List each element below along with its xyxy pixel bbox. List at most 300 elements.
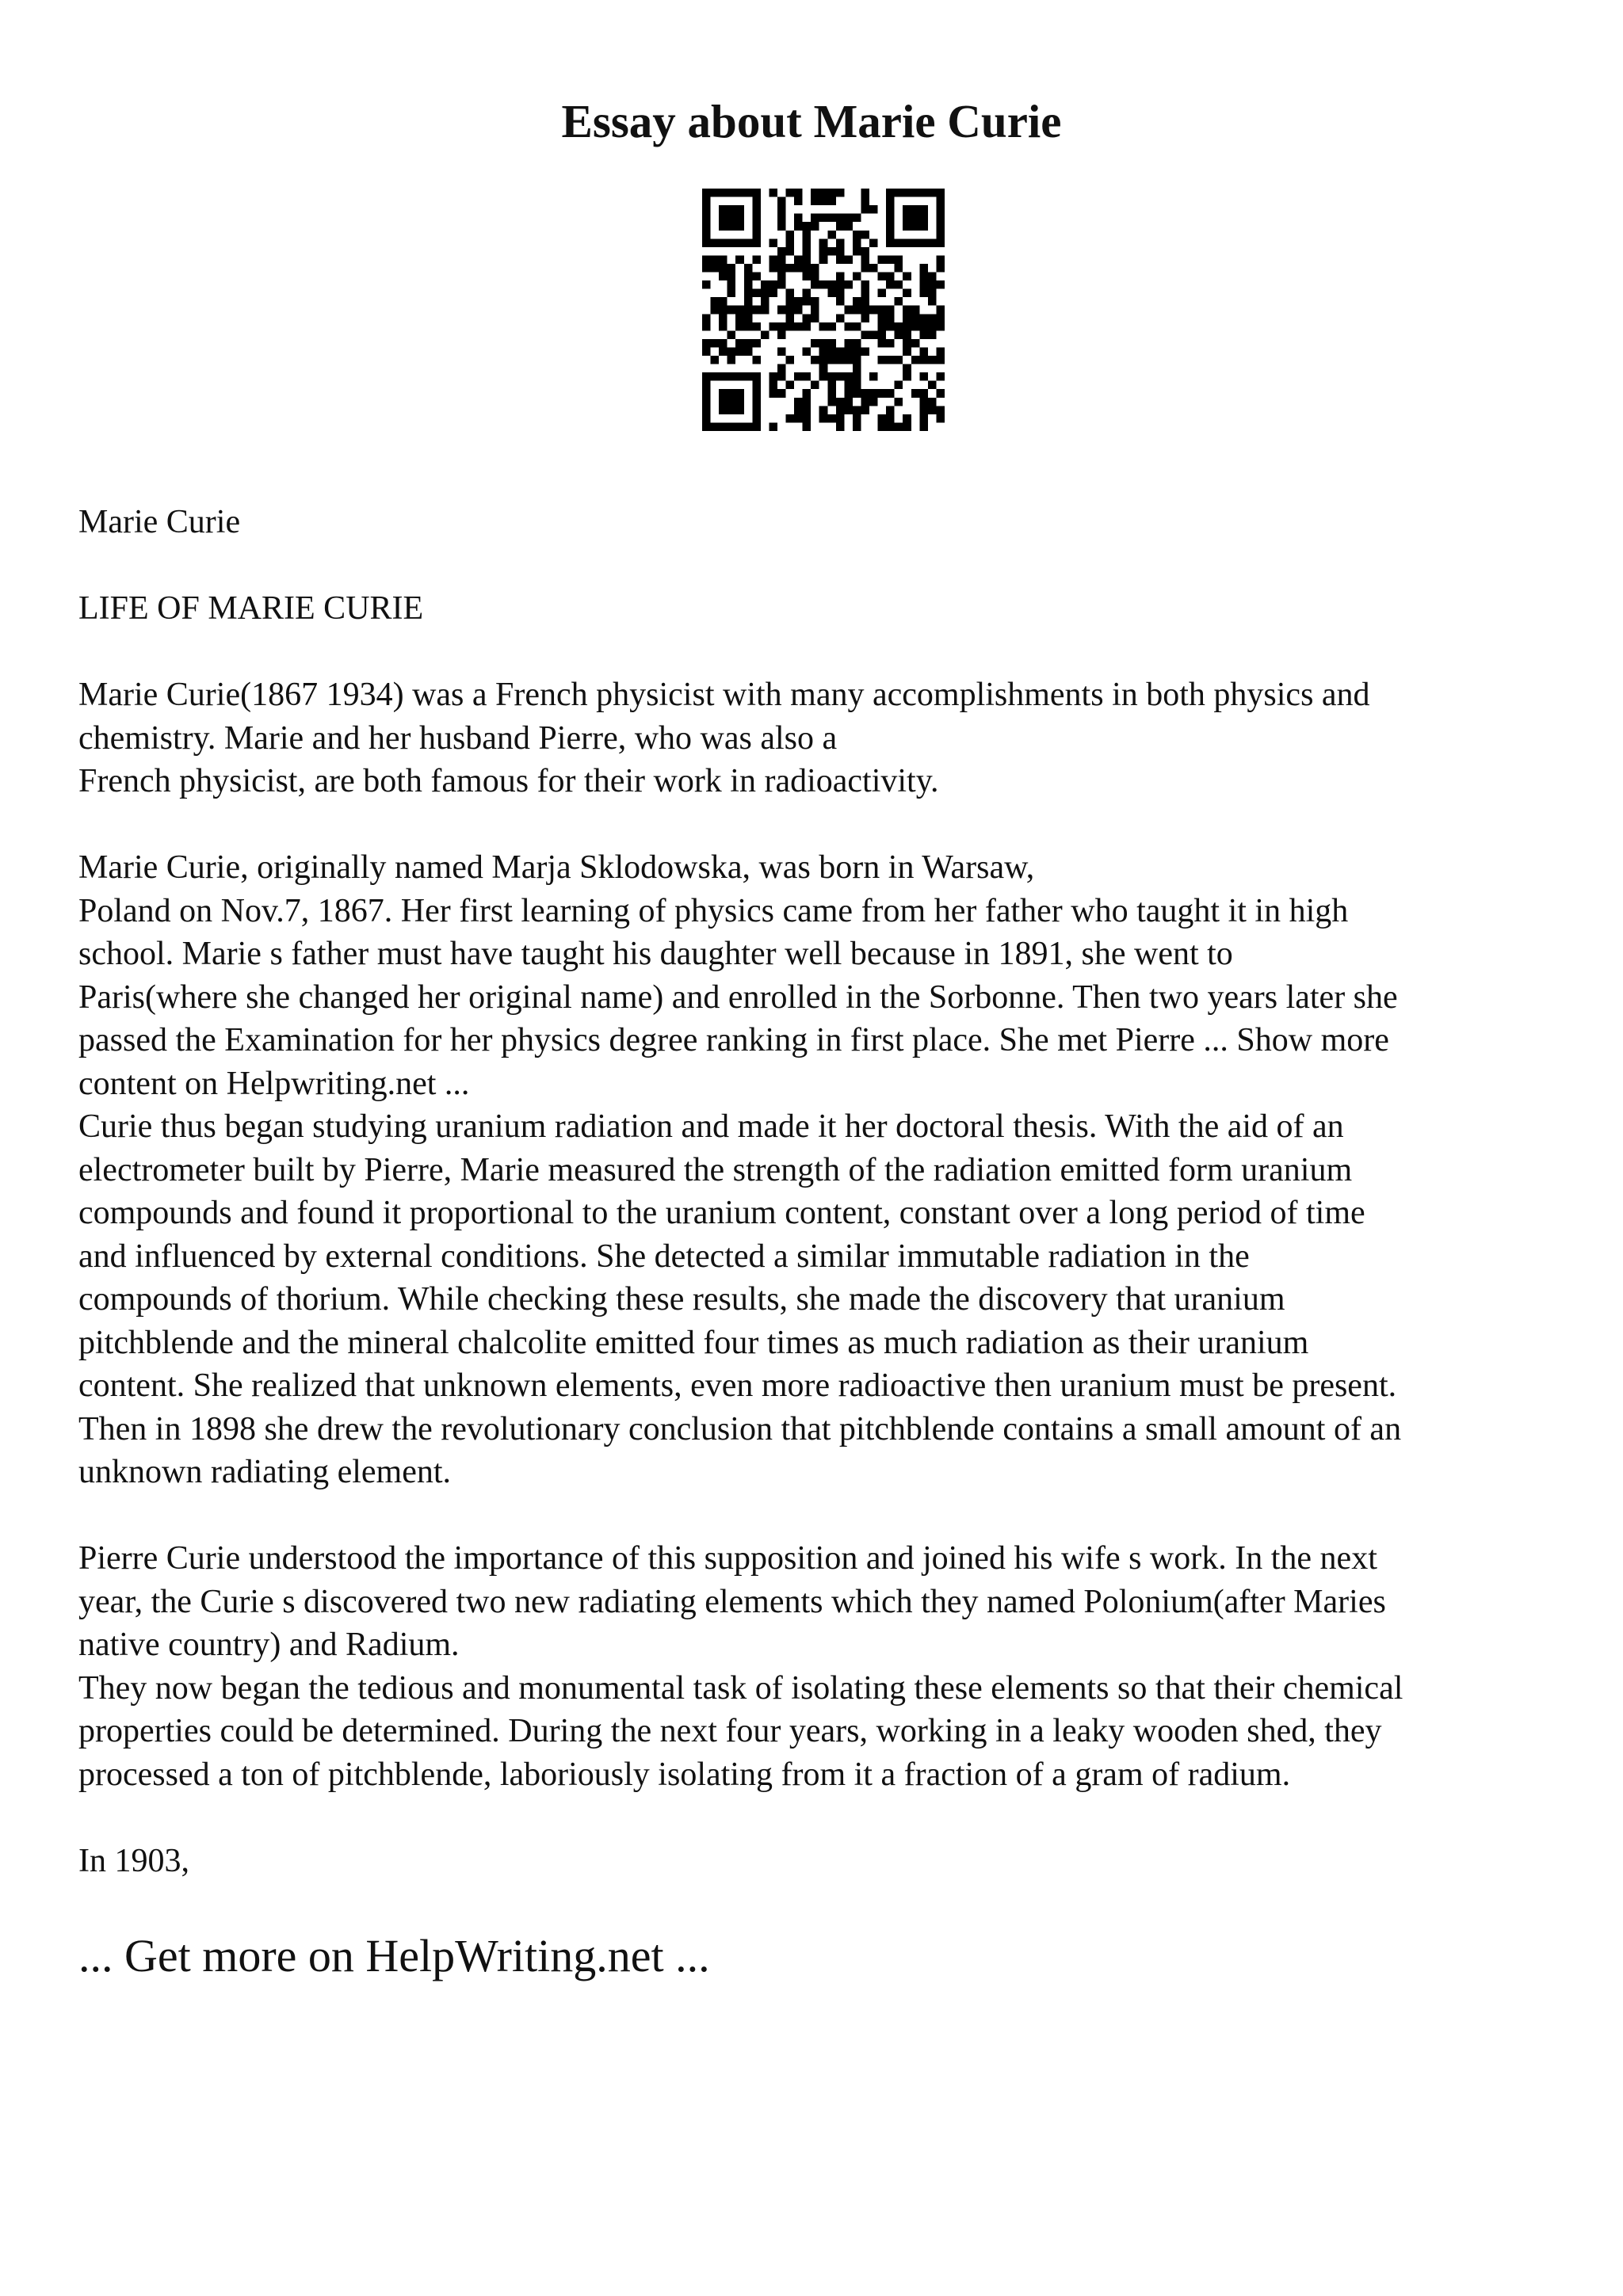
qr-module (827, 356, 836, 364)
qr-module (936, 238, 945, 247)
qr-module (719, 372, 727, 381)
qr-module (836, 347, 845, 356)
qr-module (878, 289, 887, 298)
qr-module (819, 247, 828, 256)
qr-module (886, 255, 895, 264)
qr-module (777, 364, 786, 373)
qr-module (702, 280, 711, 289)
qr-module (803, 238, 812, 247)
paragraph-gap (78, 631, 1568, 674)
qr-module (861, 398, 869, 406)
qr-module (786, 247, 795, 256)
qr-module (719, 255, 727, 264)
qr-module (836, 314, 845, 322)
qr-module (803, 273, 812, 281)
qr-module (886, 197, 895, 206)
qr-module (777, 372, 786, 381)
text-line: French physicist, are both famous for their work in radioactivity. (78, 763, 939, 799)
qr-module (861, 347, 869, 356)
qr-module (727, 289, 736, 298)
qr-module (886, 406, 895, 414)
qr-module (919, 280, 928, 289)
qr-module (769, 238, 777, 247)
qr-module (777, 306, 786, 315)
text-line: Then in 1898 she drew the revolutionary conclusion that pitchblende contains a small amount of an (78, 1410, 1402, 1447)
qr-module (803, 422, 812, 431)
text-line: passed the Examination for her physics degree ranking in first place. She met Pierre ... Show more (78, 1022, 1389, 1058)
qr-module (919, 322, 928, 331)
qr-module (886, 339, 895, 348)
qr-module (711, 238, 720, 247)
qr-module (903, 222, 911, 231)
qr-module (794, 222, 803, 231)
qr-module (836, 247, 845, 256)
qr-module (844, 381, 853, 390)
qr-module (769, 389, 777, 398)
qr-module (752, 255, 761, 264)
text-line: and influenced by external conditions. She detected a similar immutable radiation in the (78, 1238, 1250, 1275)
qr-module (853, 389, 861, 398)
qr-module (836, 189, 845, 197)
qr-module (878, 273, 887, 281)
qr-module (727, 214, 736, 223)
qr-module (761, 289, 769, 298)
qr-module (761, 297, 769, 306)
qr-module (869, 330, 878, 339)
qr-module (702, 372, 711, 381)
qr-module (878, 414, 887, 423)
qr-module (911, 306, 920, 315)
qr-module (719, 347, 727, 356)
qr-module (735, 339, 744, 348)
qr-module (735, 389, 744, 398)
qr-module (911, 314, 920, 322)
qr-module (794, 322, 803, 331)
qr-module (836, 255, 845, 264)
qr-module (727, 238, 736, 247)
qr-module (752, 414, 761, 423)
qr-module (919, 422, 928, 431)
qr-module (811, 264, 819, 273)
qr-module (803, 222, 812, 231)
qr-module (836, 422, 845, 431)
qr-module (702, 314, 711, 322)
qr-module (886, 280, 895, 289)
text-line: year, the Curie s discovered two new radiating elements which they named Polonium(after Maries (78, 1583, 1386, 1620)
qr-module (819, 280, 828, 289)
qr-module (928, 356, 937, 364)
qr-module (853, 306, 861, 315)
qr-module (803, 414, 812, 423)
qr-module (819, 189, 828, 197)
text-line: school. Marie s father must have taught his daughter well because in 1891, she went to (78, 936, 1233, 972)
qr-module (895, 422, 903, 431)
qr-module (919, 372, 928, 381)
essay-body (78, 501, 1568, 1882)
qr-module (878, 314, 887, 322)
qr-module (844, 322, 853, 331)
qr-module (752, 306, 761, 315)
qr-module (819, 364, 828, 373)
qr-module (861, 205, 869, 214)
paragraph-gap (78, 544, 1568, 588)
qr-module (919, 273, 928, 281)
qr-module (895, 189, 903, 197)
qr-module (752, 372, 761, 381)
qr-module (786, 231, 795, 239)
qr-module (936, 306, 945, 315)
qr-module (744, 289, 753, 298)
qr-module (903, 289, 911, 298)
qr-module (735, 205, 744, 214)
qr-module (878, 322, 887, 331)
qr-module (919, 314, 928, 322)
qr-module (735, 372, 744, 381)
text-line: native country) and Radium. (78, 1627, 460, 1663)
text-line: compounds of thorium. While checking these results, she made the discovery that uranium (78, 1281, 1285, 1318)
qr-module (819, 372, 828, 381)
qr-module (744, 372, 753, 381)
qr-module (761, 280, 769, 289)
qr-module (936, 372, 945, 381)
text-line: content on Helpwriting.net ... (78, 1065, 470, 1102)
qr-module (861, 255, 869, 264)
qr-module (727, 356, 736, 364)
qr-module (777, 214, 786, 223)
qr-module (861, 330, 869, 339)
qr-module (744, 273, 753, 281)
qr-module (878, 356, 887, 364)
qr-module (794, 214, 803, 223)
qr-module (895, 381, 903, 390)
qr-module (735, 255, 744, 264)
qr-module (844, 406, 853, 414)
qr-module (919, 406, 928, 414)
text-line: pitchblende and the mineral chalcolite emitted four times as much radiation as their uranium (78, 1324, 1309, 1361)
qr-module (886, 238, 895, 247)
qr-module (752, 398, 761, 406)
qr-module (861, 306, 869, 315)
qr-module (853, 297, 861, 306)
qr-module (819, 255, 828, 264)
qr-module (794, 189, 803, 197)
qr-module (853, 381, 861, 390)
qr-module (861, 297, 869, 306)
qr-module (936, 189, 945, 197)
qr-module (903, 330, 911, 339)
qr-module (735, 406, 744, 414)
qr-module (919, 347, 928, 356)
qr-module (936, 231, 945, 239)
qr-module (895, 255, 903, 264)
qr-module (861, 231, 869, 239)
qr-module (735, 306, 744, 315)
qr-module (911, 214, 920, 223)
qr-module (919, 205, 928, 214)
qr-module (811, 314, 819, 322)
qr-module (769, 381, 777, 390)
qr-module (702, 322, 711, 331)
qr-module (719, 339, 727, 348)
qr-module (836, 372, 845, 381)
qr-module (769, 189, 777, 197)
qr-module (919, 389, 928, 398)
qr-module (744, 422, 753, 431)
qr-module (928, 314, 937, 322)
qr-module (861, 406, 869, 414)
qr-module (819, 238, 828, 247)
qr-module (928, 398, 937, 406)
qr-module (819, 347, 828, 356)
qr-module (886, 422, 895, 431)
text-line: chemistry. Marie and her husband Pierre, who was also a (78, 719, 838, 757)
qr-module (777, 247, 786, 256)
qr-module (819, 414, 828, 423)
qr-module (911, 189, 920, 197)
qr-module (727, 422, 736, 431)
qr-module (836, 222, 845, 231)
qr-module (903, 372, 911, 381)
qr-module (836, 356, 845, 364)
qr-module (702, 264, 711, 273)
qr-module (861, 314, 869, 322)
qr-module (836, 238, 845, 247)
qr-module (895, 264, 903, 273)
qr-module (794, 406, 803, 414)
qr-module (886, 189, 895, 197)
qr-module (752, 222, 761, 231)
qr-module (769, 255, 777, 264)
qr-module (861, 247, 869, 256)
qr-module (903, 414, 911, 423)
qr-module (936, 389, 945, 398)
qr-module (903, 422, 911, 431)
qr-module (853, 273, 861, 281)
qr-module (769, 280, 777, 289)
qr-module (727, 205, 736, 214)
qr-module (903, 205, 911, 214)
text-line: Marie Curie, originally named Marja Sklodowska, was born in Warsaw, (78, 849, 1035, 886)
qr-module (735, 214, 744, 223)
qr-module (836, 297, 845, 306)
qr-module (711, 339, 720, 348)
qr-module (811, 273, 819, 281)
qr-module (744, 189, 753, 197)
qr-module (702, 422, 711, 431)
qr-module (936, 414, 945, 423)
qr-module (727, 398, 736, 406)
qr-module (936, 356, 945, 364)
qr-module (769, 372, 777, 381)
qr-module (752, 422, 761, 431)
qr-module (752, 406, 761, 414)
text-line: LIFE OF MARIE CURIE (78, 590, 424, 627)
qr-module (702, 255, 711, 264)
qr-module (794, 372, 803, 381)
qr-module (811, 306, 819, 315)
qr-module (869, 389, 878, 398)
qr-module (911, 356, 920, 364)
qr-module (903, 347, 911, 356)
qr-module (919, 398, 928, 406)
qr-module (936, 314, 945, 322)
qr-module (827, 322, 836, 331)
qr-module (769, 422, 777, 431)
qr-module (811, 356, 819, 364)
qr-module (919, 189, 928, 197)
qr-module (794, 264, 803, 273)
document-title: Essay about Marie Curie (561, 95, 1062, 147)
qr-module (711, 189, 720, 197)
qr-module (777, 255, 786, 264)
qr-module (861, 197, 869, 206)
qr-module (769, 322, 777, 331)
qr-module (895, 322, 903, 331)
qr-module (936, 214, 945, 223)
qr-module (735, 422, 744, 431)
qr-module (811, 280, 819, 289)
qr-module (911, 389, 920, 398)
qr-module (895, 330, 903, 339)
qr-module (786, 297, 795, 306)
qr-module (702, 347, 711, 356)
qr-module (719, 389, 727, 398)
qr-module (719, 214, 727, 223)
qr-module (861, 389, 869, 398)
qr-module (711, 372, 720, 381)
qr-module (719, 406, 727, 414)
qr-module (752, 205, 761, 214)
qr-module (827, 280, 836, 289)
qr-module (702, 231, 711, 239)
paragraph-gap (78, 1494, 1568, 1538)
qr-module (702, 205, 711, 214)
qr-module (803, 372, 812, 381)
qr-module (752, 322, 761, 331)
qr-module (777, 264, 786, 273)
qr-module (844, 222, 853, 231)
qr-module (853, 356, 861, 364)
qr-module (878, 255, 887, 264)
qr-module (752, 356, 761, 364)
qr-module (811, 222, 819, 231)
text-line: Pierre Curie understood the importance of this supposition and joined his wife s work. In the next (78, 1540, 1377, 1577)
qr-module (744, 297, 753, 306)
text-line: properties could be determined. During the next four years, working in a leaky wooden shed, they (78, 1713, 1382, 1749)
qr-module (886, 414, 895, 423)
qr-module (853, 322, 861, 331)
qr-module (727, 273, 736, 281)
qr-module (844, 398, 853, 406)
qr-module (886, 389, 895, 398)
qr-module (886, 231, 895, 239)
qr-module (895, 398, 903, 406)
qr-module (886, 214, 895, 223)
qr-module (744, 322, 753, 331)
qr-module (719, 238, 727, 247)
qr-module (735, 189, 744, 197)
qr-module (928, 322, 937, 331)
qr-module (844, 389, 853, 398)
qr-module (827, 189, 836, 197)
qr-module (911, 339, 920, 348)
qr-module (903, 214, 911, 223)
qr-module (711, 264, 720, 273)
qr-module (819, 322, 828, 331)
qr-module (928, 189, 937, 197)
qr-module (836, 414, 845, 423)
qr-module (853, 422, 861, 431)
qr-module (727, 280, 736, 289)
qr-module (777, 205, 786, 214)
qr-module (735, 238, 744, 247)
qr-module (827, 389, 836, 398)
qr-module (761, 330, 769, 339)
qr-module (803, 314, 812, 322)
qr-module (936, 205, 945, 214)
qr-module (727, 347, 736, 356)
qr-module (786, 238, 795, 247)
qr-module (936, 255, 945, 264)
qr-module (853, 214, 861, 223)
qr-module (752, 381, 761, 390)
qr-module (702, 214, 711, 223)
qr-module (819, 339, 828, 348)
qr-module (786, 322, 795, 331)
qr-module (903, 273, 911, 281)
qr-module (744, 339, 753, 348)
qr-module (777, 273, 786, 281)
qr-module (803, 406, 812, 414)
qr-module (744, 280, 753, 289)
qr-module (928, 273, 937, 281)
qr-module (819, 197, 828, 206)
get-more-link[interactable]: ... Get more on HelpWriting.net ... (78, 1930, 710, 1981)
qr-module (786, 306, 795, 315)
qr-module (869, 372, 878, 381)
qr-module (735, 398, 744, 406)
qr-module (919, 289, 928, 298)
qr-module (853, 238, 861, 247)
qr-module (819, 214, 828, 223)
qr-module (794, 197, 803, 206)
qr-module (803, 297, 812, 306)
qr-module (735, 222, 744, 231)
text-line: unknown radiating element. (78, 1454, 452, 1490)
qr-module (878, 422, 887, 431)
text-line: They now began the tedious and monumental task of isolating these elements so that their chemical (78, 1669, 1403, 1707)
qr-module (794, 306, 803, 315)
qr-module (777, 197, 786, 206)
text-line: Curie thus began studying uranium radiation and made it her doctoral thesis. With the aid of an (78, 1108, 1344, 1145)
qr-module (919, 214, 928, 223)
qr-module (919, 330, 928, 339)
qr-module (844, 306, 853, 315)
qr-module (786, 314, 795, 322)
qr-module (702, 189, 711, 197)
qr-module (711, 297, 720, 306)
text-line: compounds and found it proportional to the uranium content, constant over a long period of time (78, 1195, 1365, 1231)
qr-module (886, 205, 895, 214)
qr-module (844, 347, 853, 356)
qr-module (919, 414, 928, 423)
qr-module (903, 306, 911, 315)
qr-module (794, 297, 803, 306)
qr-module (853, 347, 861, 356)
qr-module (827, 398, 836, 406)
qr-module (744, 238, 753, 247)
qr-module (786, 414, 795, 423)
